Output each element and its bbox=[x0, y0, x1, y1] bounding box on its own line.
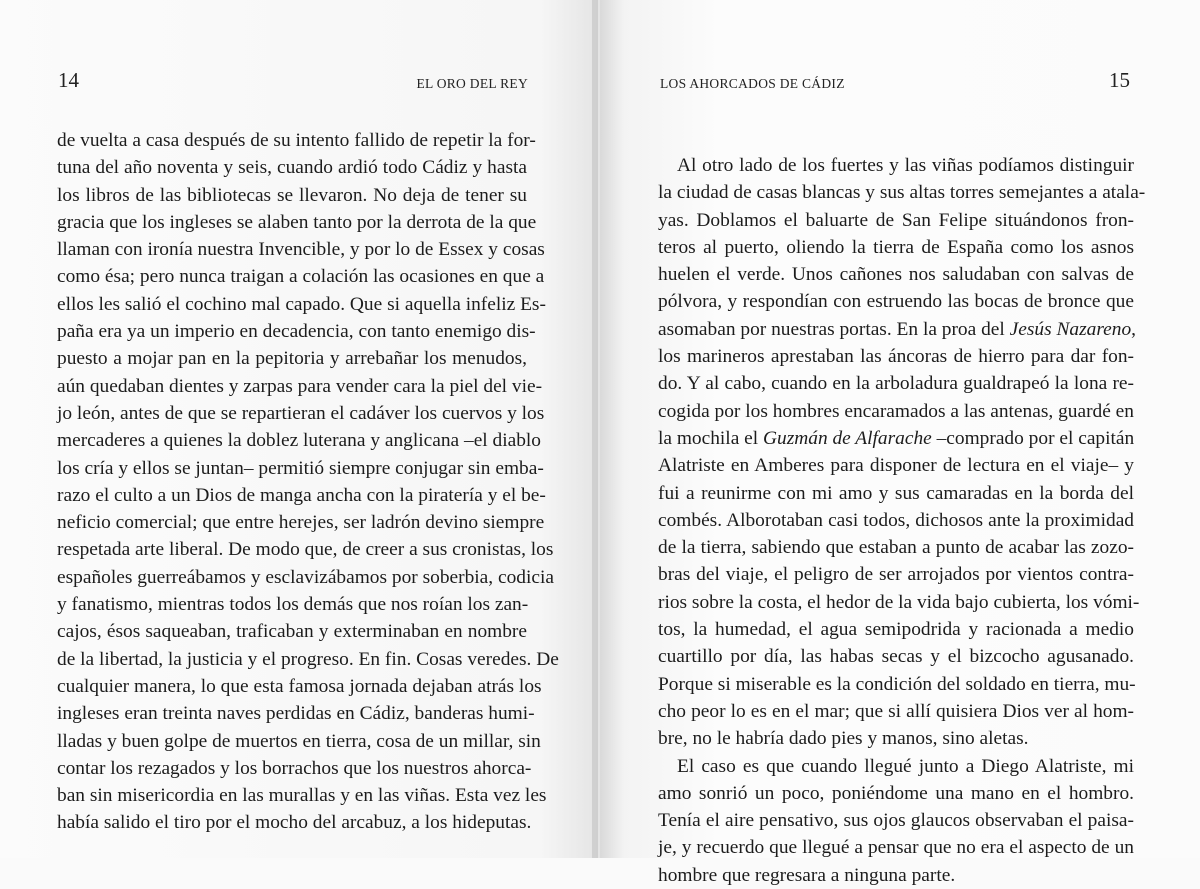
text-line: los marineros aprestaban las áncoras de hierro para dar fon- bbox=[658, 346, 1134, 368]
text-line: llaman con ironía nuestra Invencible, y por lo de Essex y cosas bbox=[57, 239, 545, 261]
text-line: Porque si miserable es la condición del soldado en tierra, mu- bbox=[658, 673, 1136, 695]
right-page bbox=[600, 0, 1200, 886]
text-line: tos, la humedad, el agua semipodrida y racionada a medio bbox=[658, 619, 1134, 641]
text-line: bre, no le habría dado pies y manos, sino aletas. bbox=[658, 728, 1029, 750]
text-line: asomaban por nuestras portas. En la proa del Jesús Nazareno, bbox=[658, 318, 1137, 340]
text-line: cajos, ésos saqueaban, traficaban y exterminaban en nombre bbox=[57, 621, 527, 643]
text-line: je, y recuerdo que llegué a pensar que no era el aspecto de un bbox=[658, 837, 1134, 859]
running-head-right: LOS AHORCADOS DE CÁDIZ bbox=[660, 76, 845, 91]
text-line: de vuelta a casa después de su intento fallido de repetir la for- bbox=[57, 130, 536, 151]
gutter-shadow bbox=[592, 0, 598, 858]
text-line: hombre que regresara a ninguna parte. bbox=[658, 864, 956, 886]
text-line: cogida por los hombres encaramados a las antenas, guardé en bbox=[658, 400, 1134, 422]
text-line: combés. Alborotaban casi todos, dichosos ante la proximidad bbox=[658, 509, 1134, 531]
text-line: de la tierra, sabiendo que estaban a punto de acabar las zozo- bbox=[658, 537, 1134, 559]
text-line: contar los rezagados y los borrachos que los nuestros ahorca- bbox=[57, 757, 532, 779]
text-line: había salido el tiro por el mocho del arcabuz, a los hideputas. bbox=[57, 812, 532, 834]
text-line: la ciudad de casas blancas y sus altas torres semejantes a atala- bbox=[658, 182, 1146, 204]
text-line: bras del viaje, el peligro de ser arrojados por vientos contra- bbox=[658, 564, 1134, 586]
left-page bbox=[0, 0, 600, 858]
text-line: razo el culto a un Dios de manga ancha con la piratería y el be- bbox=[57, 484, 546, 506]
text-line: puesto a mojar pan en la pepitoria y arrebañar los menudos, bbox=[57, 348, 527, 370]
text-line: cuartillo por día, las habas secas y el bizcocho agusanado. bbox=[658, 646, 1134, 668]
text-line: respetada arte liberal. De modo que, de creer a sus cronistas, los bbox=[57, 539, 554, 561]
page-number-left: 14 bbox=[58, 68, 79, 92]
text-line: como ésa; pero nunca traigan a colación las ocasiones en que a bbox=[57, 266, 545, 288]
text-line: gracia que los ingleses se alaben tanto por la derrota de la que bbox=[57, 211, 537, 233]
text-line: ban sin misericordia en las murallas y en las viñas. Esta vez les bbox=[57, 785, 547, 807]
page-number-right: 15 bbox=[1109, 68, 1130, 92]
text-line: teros al puerto, oliendo la tierra de España como los asnos bbox=[658, 236, 1134, 258]
text-line: paña era ya un imperio en decadencia, con tanto enemigo dis- bbox=[57, 321, 536, 343]
text-line: El caso es que cuando llegué junto a Diego Alatriste, mi bbox=[677, 755, 1134, 777]
text-line: Tenía el aire pensativo, sus ojos glaucos observaban el paisa- bbox=[658, 810, 1134, 832]
text-line: tuna del año noventa y seis, cuando ardió todo Cádiz y hasta bbox=[57, 157, 527, 179]
text-line: fui a reunirme con mi amo y sus camaradas en la borda del bbox=[658, 482, 1134, 504]
text-line: de la libertad, la justicia y el progreso. En fin. Cosas veredes. De bbox=[57, 648, 559, 670]
text-line: la mochila el Guzmán de Alfarache –comprado por el capitán bbox=[658, 427, 1135, 449]
text-line: españoles guerreábamos y esclavizábamos por soberbia, codicia bbox=[57, 566, 554, 588]
text-line: pólvora, y respondían con estruendo las bocas de bronce que bbox=[658, 291, 1134, 313]
text-line: los cría y ellos se juntan– permitió siempre conjugar sin emba- bbox=[57, 457, 544, 479]
text-line: mercaderes a quienes la doblez luterana y anglicana –el diablo bbox=[57, 430, 541, 452]
text-line: Alatriste en Amberes para disponer de lectura en el viaje– y bbox=[658, 455, 1134, 477]
text-line: do. Y al cabo, cuando en la arboladura gualdrapeó la lona re- bbox=[658, 373, 1134, 395]
text-line: Al otro lado de los fuertes y las viñas podíamos distinguir bbox=[677, 155, 1134, 176]
text-line: neficio comercial; que entre herejes, ser ladrón devino siempre bbox=[57, 512, 545, 534]
text-line: jo león, antes de que se repartieran el cadáver los cuervos y los bbox=[57, 402, 545, 424]
text-line: rios sobre la costa, el hedor de la vida bajo cubierta, los vómi- bbox=[658, 591, 1140, 613]
book-title: Guzmán de Alfarache bbox=[763, 427, 932, 449]
text-line: huelen el verde. Unos cañones nos saludaban con salvas de bbox=[658, 264, 1134, 286]
running-head-left: EL ORO DEL REY bbox=[416, 76, 528, 91]
text-line: aún quedaban dientes y zarpas para vender cara la piel del vie- bbox=[57, 375, 543, 397]
text-line: y fanatismo, mientras todos los demás que nos roían los zan- bbox=[57, 594, 529, 616]
text-line: los libros de las bibliotecas se llevaron. No deja de tener su bbox=[57, 184, 527, 206]
text-line: lladas y buen golpe de muertos en tierra, cosa de un millar, sin bbox=[57, 730, 541, 752]
text-line: ellos les salió el cochino mal capado. Que si aquella infeliz Es- bbox=[57, 293, 546, 315]
text-line: cho peor lo es en el mar; que si allí quisiera Dios ver al hom- bbox=[658, 700, 1134, 722]
text-line: yas. Doblamos el baluarte de San Felipe situándonos fron- bbox=[658, 209, 1134, 231]
text-line: amo sonrió un poco, poniéndome una mano en el hombro. bbox=[658, 782, 1134, 804]
text-line: cualquier manera, lo que esta famosa jornada dejaban atrás los bbox=[57, 675, 542, 697]
text-line: ingleses eran treinta naves perdidas en Cádiz, banderas humi- bbox=[57, 703, 535, 725]
ship-name: Jesús Nazareno bbox=[1009, 318, 1132, 340]
left-body-text bbox=[57, 127, 559, 837]
right-body-text bbox=[658, 152, 1146, 889]
